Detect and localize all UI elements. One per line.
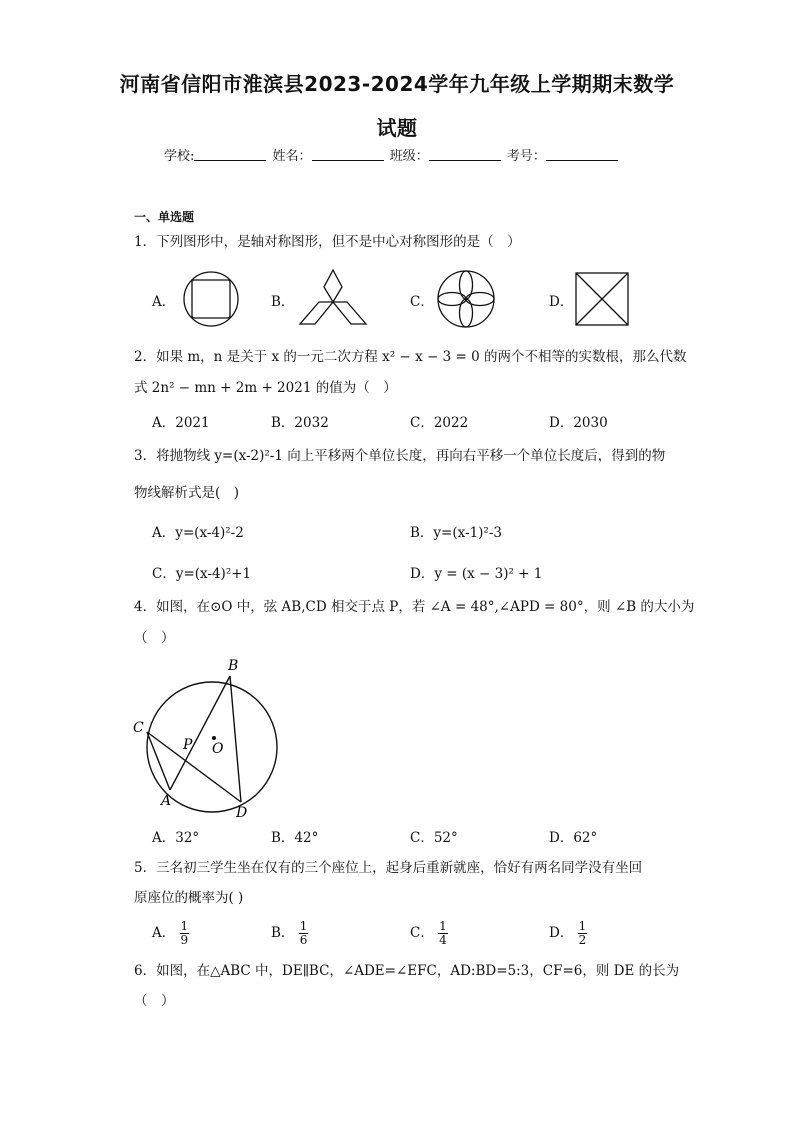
q5-option-a-label: A． [152, 925, 176, 941]
q2-line-1: 2．如果 m，n 是关于 x 的一元二次方程 x² − x − 3 = 0 的两个不相等的实数根，那么代数 [134, 349, 687, 365]
q1-option-c-label: C． [410, 294, 434, 310]
q5-fraction-c: $\frac{1}{4}$ [439, 919, 447, 947]
q4-circle-figure [128, 652, 278, 822]
three-rhombus-icon [298, 268, 368, 330]
q3-option-c: C．y=(x-4)²+1 [152, 566, 252, 582]
q5-option-b-label: B． [271, 925, 295, 941]
q5-option-d [549, 920, 587, 947]
q1-option-d-label: D． [549, 294, 574, 310]
q5-line-1: 5．三名初三学生坐在仅有的三个座位上，起身后重新就座，恰好有两名同学没有坐回 [134, 860, 643, 876]
q2-option-a: A．2021 [152, 415, 210, 431]
class-blank[interactable] [429, 148, 501, 161]
q4-option-c: C．52° [410, 830, 458, 846]
q6-line-2: （ ） [134, 993, 175, 1009]
section-heading: 一、单选题 [134, 210, 195, 224]
label-p: P [183, 737, 193, 753]
q5-option-b [271, 920, 308, 947]
chord-ab [170, 676, 230, 790]
q1-option-b-label: B． [271, 294, 295, 310]
circle-petals-icon [434, 267, 498, 331]
q4-option-d: D．62° [549, 830, 598, 846]
q2-option-c: C．2022 [410, 415, 469, 431]
exam-no-blank[interactable] [546, 148, 618, 161]
q4-line-2: （ ） [134, 630, 175, 646]
q3-line-1: 3．将抛物线 y=(x-2)²-1 向上平移两个单位长度，再向右平移一个单位长度后，得到的物 [134, 448, 666, 464]
circle-square-icon [180, 269, 244, 329]
class-label: 班级： [389, 149, 429, 164]
q5-option-c-label: C． [410, 925, 434, 941]
label-b: B [228, 658, 239, 674]
center-point [212, 736, 216, 740]
q5-line-2: 原座位的概率为( ) [134, 890, 244, 906]
title-line-1: 河南省信阳市淮滨县2023-2024学年九年级上学期期末数学 [119, 72, 675, 96]
name-label: 姓名： [272, 149, 312, 164]
q5-option-c [410, 920, 448, 947]
q4-option-a: A．32° [152, 830, 200, 846]
q6-line-1: 6．如图，在△ABC 中，DE∥BC，∠ADE=∠EFC，AD:BD=5:3，CF=6，则 DE 的长为 [134, 963, 680, 979]
chord-bd [230, 676, 241, 802]
info-fields [164, 145, 620, 164]
q1-text: 1．下列图形中，是轴对称图形，但不是中心对称图形的是（ ） [134, 234, 521, 250]
q1-option-a-label: A． [152, 294, 176, 310]
exam-no-label: 考号： [506, 149, 546, 164]
q5-option-d-label: D． [549, 925, 574, 941]
school-blank[interactable] [194, 148, 266, 161]
label-d: D [236, 805, 248, 821]
q3-option-a: A．y=(x-4)²-2 [152, 525, 244, 541]
q2-option-d: D．2030 [549, 415, 608, 431]
name-blank[interactable] [312, 148, 384, 161]
q2-line-2: 式 2n² − mn + 2m + 2021 的值为（ ） [134, 380, 397, 396]
q3-option-d: D．y = (x − 3)² + 1 [410, 566, 543, 582]
label-o: O [212, 741, 224, 757]
q5-option-a [152, 920, 189, 947]
q2-option-b: B．2032 [271, 415, 329, 431]
q3-line-2: 物线解析式是( ) [134, 485, 240, 501]
q5-fraction-b: $\frac{1}{6}$ [299, 919, 308, 947]
school-label: 学校: [164, 149, 195, 164]
q5-fraction-a: $\frac{1}{9}$ [180, 919, 189, 947]
q4-line-1: 4．如图，在⊙O 中，弦 AB,CD 相交于点 P，若 ∠A = 48°,∠APD = 80°，则 ∠B 的大小为 [134, 599, 695, 615]
title-line-2: 试题 [376, 116, 418, 140]
label-c: C [133, 720, 144, 736]
label-a: A [161, 793, 172, 809]
q5-fraction-d: $\frac{1}{2}$ [578, 919, 587, 947]
q3-option-b: B．y=(x-1)²-3 [410, 525, 502, 541]
q4-option-b: B．42° [271, 830, 319, 846]
square-diagonals-icon [575, 272, 629, 326]
